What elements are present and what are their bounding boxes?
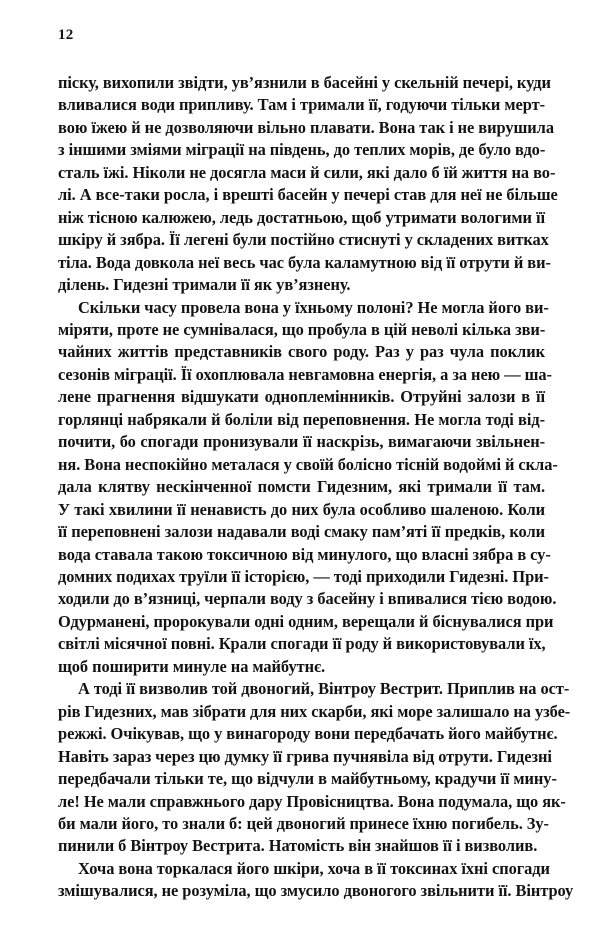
text-line: Одурманені, пророкували одні одним, верещали й біснувалися при	[58, 611, 554, 631]
text-line: міряти, проте не сумнівалася, що пробула в цій неволі кілька зви-	[58, 319, 546, 339]
text-line: ле! Не мали справжнього дару Провісництва. Вона подумала, що як-	[58, 791, 566, 811]
text-line: світлі місячної повні. Крали спогади її роду й використовували їх,	[58, 634, 546, 654]
text-line: А тоді її визволив той двоногий, Вінтроу Вестрит. Приплив на ост-	[78, 679, 570, 699]
text-line: рів Гидезних, мав зібрати для них скарби, які море залишало на узбе-	[58, 701, 571, 721]
text-line: шкіру й зябра. Її легені були постійно стиснуті у складених витках	[58, 230, 549, 250]
text-line: щоб поширити минуле на майбутнє.	[58, 656, 326, 676]
text-line: Навіть зараз через цю думку її грива пучнявіла від отрути. Гидезні	[58, 746, 552, 766]
text-line: ніж тісною калюжею, ледь достатньою, щоб утримати вологими її	[58, 207, 545, 227]
text-line: лі. А все-таки росла, і врешті басейн у печері став для неї не більше	[58, 185, 558, 205]
text-line: Скільки часу провела вона у їхньому полоні? Не могла його ви-	[78, 297, 549, 317]
paragraph	[58, 858, 574, 903]
text-line: ходили до в’язниці, черпали воду з басейну і впивалися тією водою.	[58, 589, 557, 609]
text-line: би мали його, то знали б: цей двоногий принесе їхню погибель. Зу-	[58, 813, 549, 833]
text-line: вливалися води припливу. Там і тримали її, годуючи тільки мерт-	[58, 95, 545, 115]
text-line: сталь їжі. Ніколи не досягла маси й сили, які дало б їй життя на во-	[58, 162, 556, 182]
text-line: У такі хвилини її ненависть до них була особливо шаленою. Коли	[58, 499, 545, 519]
text-line: горлянці набрякали й боліли від переповнення. Не могла тоді від-	[58, 409, 545, 429]
paragraph	[58, 678, 571, 858]
text-line: вода ставала такою токсичною від минулого, що власні зябра в су-	[58, 544, 551, 564]
text-line: пинили б Вінтроу Вестрита. Натомість він знайшов її і визволив.	[58, 836, 538, 856]
paragraph	[58, 72, 558, 297]
text-line: режжі. Очікував, що у винагороду вони передбачать його майбутнє.	[58, 724, 558, 744]
page-number: 12	[58, 27, 74, 43]
text-line: почити, бо спогади пронизували її наскрізь, вимагаючи звільнен-	[58, 432, 545, 452]
text-line: ділень. Гидезні тримали її як ув’язнену.	[58, 275, 351, 295]
text-line: чайних життів представників свого роду. Раз у раз чула поклик	[58, 342, 545, 362]
text-line: вою їжею й не дозволяючи вільно плавати. Вона так і не вирушила	[58, 117, 554, 137]
paragraph	[58, 297, 558, 679]
text-line: Хоча вона торкалася його шкіри, хоча в її токсинах їхні спогади	[78, 858, 550, 878]
text-line: ня. Вона неспокійно металася у своїй болісно тісній водоймі й скла-	[58, 454, 558, 474]
text-line: сезонів міграції. Її охоплювала невгамовна енергія, а за нею — ша-	[58, 364, 552, 384]
text-line: змішувалися, не розуміла, що змусило двоногого звільнити її. Вінтроу	[58, 881, 574, 901]
text-line: її переповнені залози надавали воді смаку пам’яті її предків, коли	[58, 522, 545, 542]
text-line: передбачали тільки те, що відчули в майбутньому, крадучи її мину-	[58, 769, 557, 789]
body-text-block	[58, 72, 574, 903]
text-line: домних подихах труїли її історією, — тоді приходили Гидезні. При-	[58, 566, 549, 586]
text-line: дала клятву нескінченної помсти Гидезним, які тримали її там.	[58, 477, 545, 497]
text-line: з іншими зміями міграції на південь, до теплих морів, де було вдо-	[58, 140, 546, 160]
text-line: лене прагнення відшукати одноплемінників. Отруйні залози в її	[58, 387, 545, 407]
text-line: тіла. Вода довкола неї весь час була каламутною від її отрути й ви-	[58, 252, 551, 272]
text-line: піску, вихопили звідти, ув’язнили в басейні у скельній печері, куди	[58, 73, 551, 92]
